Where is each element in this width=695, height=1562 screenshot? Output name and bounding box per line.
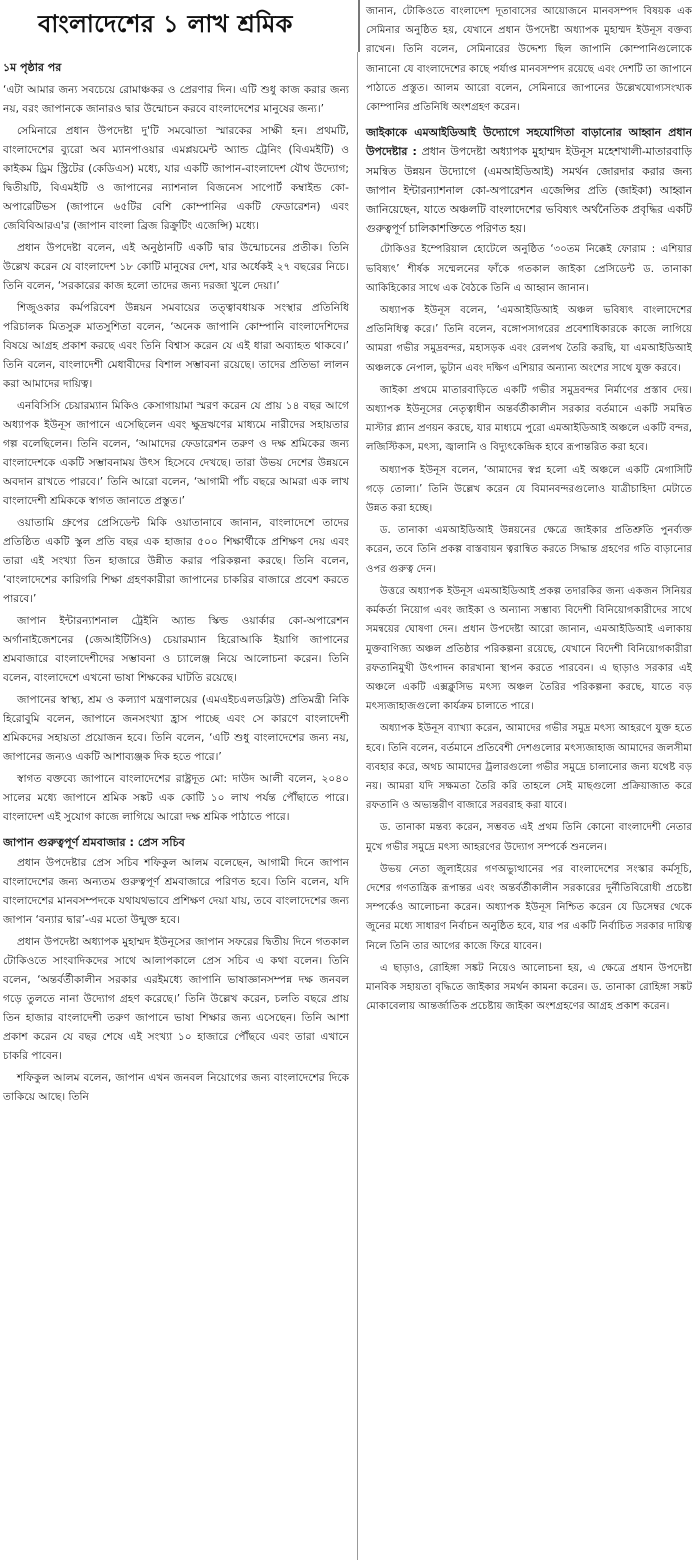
- right-subhead-lead: জাইকাকে এমআইডিআই উদ্যোগে সহযোগিতা বাড়ানোর আহ্বান প্রধান উপদেষ্টার :: [366, 126, 692, 159]
- paragraph: স্বাগত বক্তব্যে জাপানে বাংলাদেশের রাষ্ট্রদূত মো: দাউদ আলী বলেন, ২০৪০ সালের মধ্যে জাপানে শ্রমিক সঙ্কট এক কোটি ১০ লাখ পর্যন্ত পৌঁছাতে পারে। বাংলাদেশ এই সুযোগ কাজে লাগিয়ে আরো দক্ষ শ্রমিক পাঠাতে পারে।: [3, 773, 349, 823]
- headline-block: [0, 0, 360, 52]
- paragraph: প্রধান উপদেষ্টা অধ্যাপক মুহাম্মদ ইউনূসের জাপান সফরের দ্বিতীয় দিনে গতকাল টোকিওতে সাংবাদিকদের সাথে আলাপকালে প্রেস সচিব এ কথা বলেন। তিনি বলেন, ‘অন্তর্বর্তীকালীন সরকার এরইমধ্যে জাপানি ভাষাজ্ঞানসম্পন্ন দক্ষ জনবল গড়ে তুলতে নানা উদ্যোগ গ্রহণ করেছে।’ তিনি উল্লেখ করেন, চলতি বছরে প্রায় তিন হাজার বাংলাদেশী তরুণ জাপানে ভাষা শিক্ষার জন্য এসেছেন। তিনি আশা প্রকাশ করেন যে বছর শেষে এই সংখ্যা ১০ হাজারে পৌঁছবে এবং তারা এখানে চাকরি পাবেন।: [3, 936, 349, 1062]
- paragraph: সেমিনারে প্রধান উপদেষ্টা দু'টি সমঝোতা স্মারকের সাক্ষী হন। প্রথমটি, বাংলাদেশের ব্যুরো অব ম্যানপাওয়ার এমপ্লয়মেন্ট অ্যান্ড ট্রেনিং (বিএমইটি) ও কাইকম ড্রিম স্ট্রিটের (কেডিএস) মধ্যে, যার একটি জাপান-বাংলাদেশ যৌথ উদ্যোগ; দ্বিতীয়টি, বিএমইটি ও জাপানের ন্যাশনাল বিজনেস সাপোর্ট কম্বাইন্ড কো-অপারেটিভস (জাপানে ৬৫টির বেশি কোম্পানির একটি ফেডারেশন) এবং জেবিবিআরএ'র (জাপান বাংলা ব্রিজ রিক্রুটিং এজেন্সি) মধ্যে।: [3, 125, 349, 232]
- headline: বাংলাদেশের ১ লাখ শ্রমিক: [38, 10, 293, 38]
- paragraph: অধ্যাপক ইউনূস বলেন, ‘এমআইডিআই অঞ্চল ভবিষ্যৎ বাংলাদেশের প্রতিনিধিত্ব করে।’ তিনি বলেন, বঙ্গোপসাগরের প্রবেশাধিকারকে কাজে লাগিয়ে আমরা গভীর সমুদ্রবন্দর, মহাসড়ক এবং রেলপথ তৈরি করছি, যা এমআইডিআই অঞ্চলকে নেপাল, ভুটান এবং দক্ষিণ এশিয়ার অন্যান্য অংশের সাথে যুক্ত করবে।: [366, 305, 692, 374]
- left-body: [3, 81, 349, 827]
- right-column: [362, 2, 692, 1558]
- paragraph: জাইকা প্রথমে মাতারবাড়িতে একটি গভীর সমুদ্রবন্দর নির্মাণের প্রস্তাব দেয়। অধ্যাপক ইউনূসের নেতৃত্বাধীন অন্তর্বর্তীকালীন সরকার বর্তমানে একটি সমন্বিত মাস্টার প্ল্যান প্রণয়ন করছে, যার মাধ্যমে পুরো এমআইডিআই অঞ্চলে একটি বন্দর, লজিস্টিকস, মৎস্য, জ্বালানি ও বিদ্যুৎকেন্দ্রিক হাবে রূপান্তরিত করা হবে।: [366, 384, 692, 454]
- paragraph: ড. তানাকা এমআইডিআই উন্নয়নের ক্ষেত্রে জাইকার প্রতিশ্রুতি পুনর্ব্যক্ত করেন, তবে তিনি প্রকল্প বাস্তবায়ন ত্বরান্বিত করতে সিদ্ধান্ত গ্রহণের গতি বাড়ানোর ওপর গুরুত্ব দেন।: [366, 525, 692, 575]
- left-body-2: [3, 854, 349, 1107]
- left-column: [3, 58, 353, 1558]
- column-divider: [357, 52, 358, 1560]
- paragraph: ওয়াতামি গ্রুপের প্রেসিডেন্ট মিকি ওয়াতানাবে জানান, বাংলাদেশে তাদের প্রতিষ্ঠিত একটি স্কুল প্রতি বছর এক হাজার ৫০০ শিক্ষার্থীকে প্রশিক্ষণ দেয় এবং তারা এই সংখ্যা তিন হাজারে উন্নীত করার পরিকল্পনা করছে। তিনি বলেন, ‘বাংলাদেশের কারিগরি শিক্ষা গ্রহণকারীরা জাপানের চাকরির বাজারে প্রবেশ করতে পারবে।’: [3, 517, 349, 605]
- continuation-note: [3, 58, 349, 78]
- right-body-1: [366, 2, 692, 117]
- paragraph: ড. তানাকা মন্তব্য করেন, সম্ভবত এই প্রথম তিনি কোনো বাংলাদেশী নেতার মুখে গভীর সমুদ্রে মৎস্য আহরণের উদ্যোগ সম্পর্কে শুনলেন।: [366, 822, 692, 853]
- paragraph: টোকিওর ইম্পেরিয়াল হোটেলে অনুষ্ঠিত ‘৩০তম নিক্কেই ফোরাম : এশিয়ার ভবিষ্যৎ’ শীর্ষক সম্মেলনের ফাঁকে গতকাল জাইকা প্রেসিডেন্ট ড. তানাকা আকিহিকোর সাথে এক বৈঠকে তিনি এ আহ্বান জানান।: [366, 244, 692, 294]
- continuation-label: ১ম পৃষ্ঠার পর: [3, 61, 62, 74]
- paragraph: প্রধান উপদেষ্টার প্রেস সচিব শফিকুল আলম বলেছেন, আগামী দিনে জাপান বাংলাদেশের জন্য অন্যতম গুরুত্বপূর্ণ শ্রমবাজারে পরিণত হবে। তিনি বলেন, যদি বাংলাদেশের মানবসম্পদকে যথাযথভাবে প্রশিক্ষণ দেয়া যায়, তবে বাংলাদেশের জন্য জাপান ‘বন্যার দ্বার’-এর মতো উন্মুক্ত হবে।: [3, 857, 349, 926]
- paragraph: শিজুওকার কর্মপরিবেশ উন্নয়ন সমবায়ের তত্ত্বাবধায়ক সংস্থার প্রতিনিধি পরিচালক মিতসুরু মাতসুশিতা বলেন, ‘অনেক জাপানি কোম্পানি বাংলাদেশিদের বিষয়ে আগ্রহ প্রকাশ করছে এবং তিনি বিশ্বাস করেন যে এই ধারা অব্যাহত থাকবে।’ তিনি বলেন, বাংলাদেশী মেধাবীদের বিশাল সম্ভাবনা রয়েছে। তাদের প্রতিভা লালন করা আমাদের দায়িত্ব।: [3, 302, 349, 390]
- paragraph: উত্তরে অধ্যাপক ইউনূস এমআইডিআই প্রকল্প তদারকির জন্য একজন সিনিয়র কর্মকর্তা নিয়োগ এবং জাইকা ও অন্যান্য সম্ভাব্য বিদেশী বিনিয়োগকারীদের সাথে সমন্বয়ের ঘোষণা দেন। প্রধান উপদেষ্টা আরো জানান, এমআইডিআই এলাকায় মুক্তবাণিজ্য অঞ্চল প্রতিষ্ঠার পরিকল্পনা রয়েছে, যেখানে বিদেশী বিনিয়োগকারীরা রফতানিমুখী উৎপাদন কারখানা স্থাপন করতে পারবেন। এ ছাড়াও সরকার এই অঞ্চলে একটি এক্সক্লুসিভ মৎস্য অঞ্চল তৈরির পরিকল্পনা করছে, যাতে বড় মৎস্যজাহাজগুলো কার্যক্রম চালাতে পারে।: [366, 585, 692, 713]
- paragraph: জাপানের স্বাস্থ্য, শ্রম ও কল্যাণ মন্ত্রণালয়ের (এমএইচএলডব্লিউ) প্রতিমন্ত্রী নিকি হিরোবুমি বলেন, জাপানে জনসংখ্যা হ্রাস পাচ্ছে এবং সে কারণে বাংলাদেশী শ্রমিকদের সহায়তা প্রয়োজন হবে। তিনি বলেন, ‘এটি শুধু বাংলাদেশের জন্য নয়, জাপানের জন্যও একটি আশাব্যঞ্জক দিক হতে পারে।’: [3, 694, 349, 763]
- right-subhead-rest: প্রধান উপদেষ্টা অধ্যাপক মুহাম্মদ ইউনূস মহেশখালী-মাতারবাড়ি সমন্বিত উন্নয়ন উদ্যোগে (এমআইডিআই) সমর্থন জোরদার করার জন্য জাপান ইন্টারন্যাশনাল কো-অপারেশন এজেন্সির প্রতি (জাইকা) আহ্বান জানিয়েছেন, যাতে অঞ্চলটি বাংলাদেশের ভবিষ্যৎ অর্থনৈতিক প্রবৃদ্ধির একটি গুরুত্বপূর্ণ চালিকাশক্তিতে পরিণত হয়।: [366, 145, 692, 236]
- paragraph: এ ছাড়াও, রোহিঙ্গা সঙ্কট নিয়েও আলোচনা হয়, এ ক্ষেত্রে প্রধান উপদেষ্টা মানবিক সহায়তা বৃদ্ধিতে জাইকার সমর্থন কামনা করেন। ড. তানাকা রোহিঙ্গা সঙ্কট মোকাবেলায় আন্তর্জাতিক প্রচেষ্টায় জাইকা অংশগ্রহণের আগ্রহ প্রকাশ করেন।: [366, 962, 692, 1013]
- paragraph: উভয় নেতা জুলাইয়ের গণঅভ্যুত্থানের পর বাংলাদেশের সংস্কার কর্মসূচি, দেশের গণতান্ত্রিক রূপান্তর এবং অন্তর্বর্তীকালীন সরকারের দুর্নীতিবিরোধী প্রচেষ্টা সম্পর্কেও আলোচনা করেন। অধ্যাপক ইউনূস নিশ্চিত করেন যে ডিসেম্বর থেকে জুনের মধ্যে সাধারণ নির্বাচন অনুষ্ঠিত হবে, যার পর একটি নির্বাচিত সরকার দায়িত্ব নিলে তিনি তার আগের কাজে ফিরে যাবেন।: [366, 863, 692, 952]
- paragraph: ‘এটা আমার জন্য সবচেয়ে রোমাঞ্চকর ও প্রেরণার দিন। এটি শুধু কাজ করার জন্য নয়, বরং জাপানকে জানারও দ্বার উন্মোচন করবে বাংলাদেশের মানুষের জন্য।’: [3, 84, 349, 115]
- right-body-2: [366, 240, 692, 1016]
- paragraph: প্রধান উপদেষ্টা বলেন, এই অনুষ্ঠানটি একটি দ্বার উন্মোচনের প্রতীক। তিনি উল্লেখ করেন যে বাংলাদেশ ১৮ কোটি মানুষের দেশ, যার অর্ধেকই ২৭ বছরের নিচে। তিনি বলেন, ‘সরকারের কাজ হলো তাদের জন্য দরজা খুলে দেয়া।’: [3, 242, 349, 292]
- paragraph: জানান, টোকিওতে বাংলাদেশ দূতাবাসের আয়োজনে মানবসম্পদ বিষয়ক এক সেমিনার অনুষ্ঠিত হয়, যেখানে প্রধান উপদেষ্টা অধ্যাপক মুহাম্মদ ইউনূস বক্তব্য রাখেন। তিনি বলেন, সেমিনারের উদ্দেশ্য ছিল জাপানি কোম্পানিগুলোকে জানানো যে বাংলাদেশের কাছে পর্যাপ্ত মানবসম্পদ রয়েছে এবং দেশটি তা জাপানে পাঠাতে প্রস্তুত। আলম আরো বলেন, সেমিনারে জাপানের উল্লেখযোগ্যসংখ্যক কোম্পানির প্রতিনিধি অংশগ্রহণ করেন।: [366, 6, 692, 114]
- paragraph: শফিকুল আলম বলেন, জাপান এখন জনবল নিয়োগের জন্য বাংলাদেশের দিকে তাকিয়ে আছে। তিনি: [3, 1072, 349, 1103]
- paragraph: এনবিসিসি চেয়ারম্যান মিকিও কেসাগায়ামা স্মরণ করেন যে প্রায় ১৪ বছর আগে অধ্যাপক ইউনূস জাপানে এসেছিলেন এবং ক্ষুদ্রঋণের মাধ্যমে নারীদের সহায়তার গল্প বলেছিলেন। তিনি বলেন, ‘আমাদের ফেডারেশন তরুণ ও দক্ষ শ্রমিকের জন্য বাংলাদেশকে একটি সম্ভাবনাময় উৎস হিসেবে দেখছে। তারা উভয় দেশের উন্নয়নে অবদান রাখতে পারবে।’ তিনি আরো বলেন, ‘আগামী পাঁচ বছরে আমরা এক লাখ বাংলাদেশী শ্রমিককে স্বাগত জানাতে প্রস্তুত।’: [3, 400, 349, 507]
- right-subhead-paragraph: [366, 123, 692, 238]
- left-subhead: জাপান গুরুত্বপূর্ণ শ্রমবাজার : প্রেস সচিব: [3, 836, 185, 849]
- paragraph: অধ্যাপক ইউনূস বলেন, ‘আমাদের স্বপ্ন হলো এই অঞ্চলে একটি মেগাসিটি গড়ে তোলা।’ তিনি উল্লেখ করেন যে বিমানবন্দরগুলোও যাত্রীচাহিদা মেটাতে উন্নত করা হচ্ছে।: [366, 464, 692, 515]
- paragraph: জাপান ইন্টারন্যাশনাল ট্রেইনি অ্যান্ড স্কিল্ড ওয়ার্কার কো-অপারেশন অর্গানাইজেশনের (জেআইটিসিও) চেয়ারম্যান হিরোআকি ইয়াগি জাপানের শ্রমবাজারে বাংলাদেশীদের সম্ভাবনা ও চ্যালেঞ্জ নিয়ে আলোচনা করেন। তিনি বলেন, বাংলাদেশে এখনো ভাষা শিক্ষকের ঘাটতি রয়েছে।: [3, 615, 349, 684]
- paragraph: অধ্যাপক ইউনূস ব্যাখ্যা করেন, আমাদের গভীর সমুদ্র মৎস্য আহরণে যুক্ত হতে হবে। তিনি বলেন, বর্তমানে প্রতিবেশী দেশগুলোর মৎস্যজাহাজ আমাদের জলসীমা ব্যবহার করে, অথচ আমাদের ট্রলারগুলো গভীর সমুদ্রে চালানোর জন্য যথেষ্ট বড় নয়। আমরা যদি সক্ষমতা তৈরি করি তাহলে সেই মাছগুলো প্রক্রিয়াজাত করে রফতানি ও অভ্যন্তরীণ বাজারে সরবরাহ করা যাবে।: [366, 723, 692, 812]
